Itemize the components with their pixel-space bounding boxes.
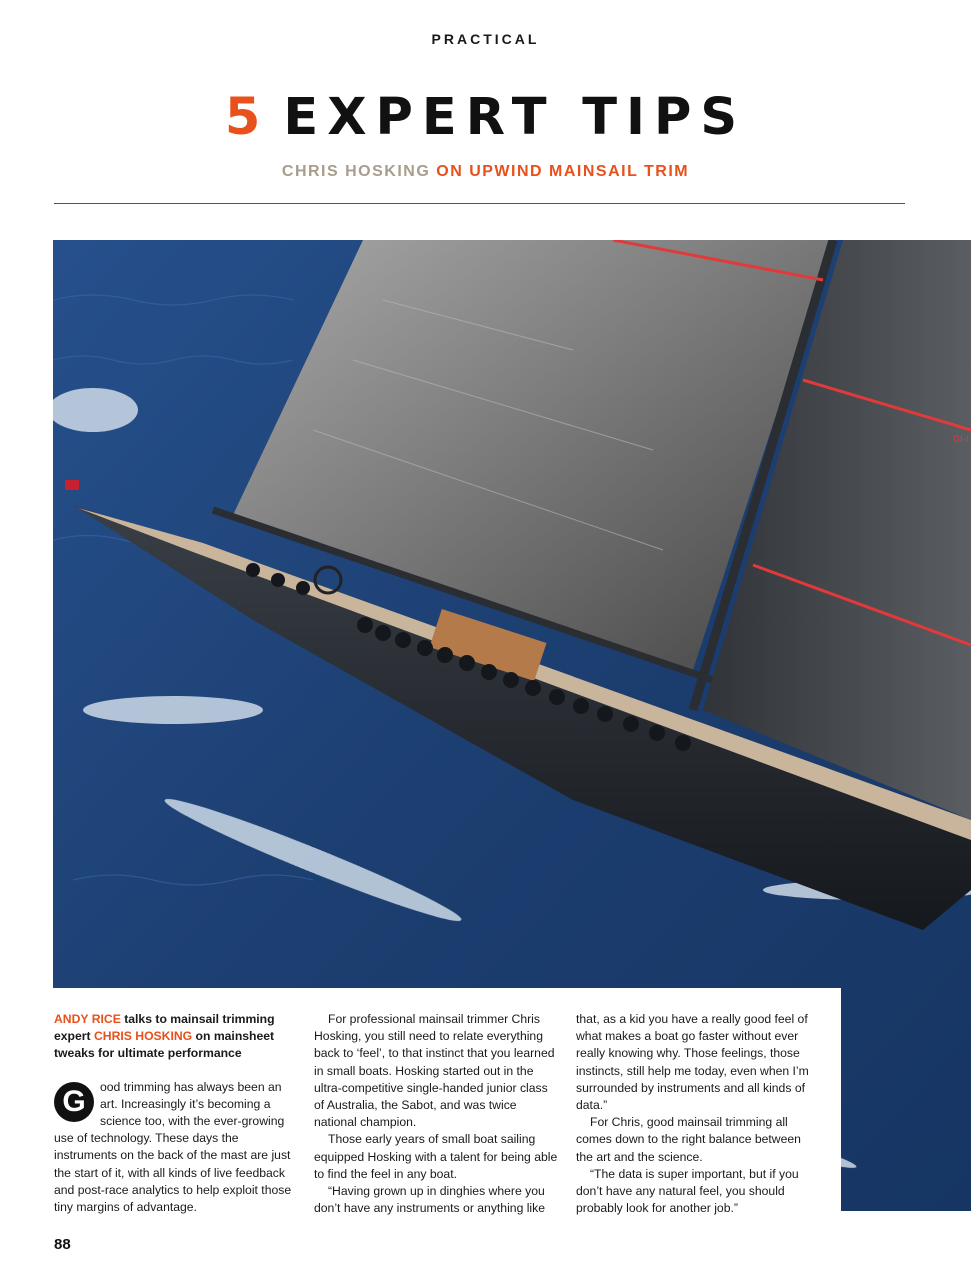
header-divider xyxy=(54,203,905,204)
sail-number: GI-I xyxy=(953,435,969,445)
article-column-2 xyxy=(314,1011,560,1217)
page-number: 88 xyxy=(54,1236,71,1253)
paragraph-text: ood trimming has always been an art. Increasingly it’s becoming a science too, with the ever-growing use of technology. These days the instruments on the back of the mast are just the start of it, with all kinds of live feedback and post-race analytics to help exploit those tiny margins of advantage. xyxy=(54,1079,292,1215)
standfirst xyxy=(54,1011,298,1063)
standfirst-text-1: talks to mainsail trimming expert xyxy=(54,1012,275,1044)
author-name: ANDY RICE xyxy=(54,1012,121,1026)
dropcap: G xyxy=(54,1082,94,1122)
body-paragraph: Those early years of small boat sailing equipped Hosking with a talent for being able to find the feel in any boat. xyxy=(314,1132,558,1181)
subheadline xyxy=(0,163,971,181)
headline-number: 5 xyxy=(224,88,270,147)
section-label: PRACTICAL xyxy=(431,31,540,47)
subject-name: CHRIS HOSKING xyxy=(93,1029,193,1044)
subheadline-name: CHRIS HOSKING xyxy=(281,163,431,180)
body-paragraph: “Having grown up in dinghies where you don’t have any instruments or anything like xyxy=(314,1184,546,1216)
body-paragraph: that, as a kid you have a really good feel of what makes a boat go faster without ever really knowing why. Those feelings, those instincts, still help me today, even when I’m surrounded by instruments and all kinds of data.” xyxy=(576,1012,809,1113)
article-column-1 xyxy=(54,1011,298,1216)
body-paragraph: For Chris, good mainsail trimming all comes down to the right balance between the art and the science. xyxy=(576,1115,801,1164)
headline-text: EXPERT TIPS xyxy=(283,88,747,147)
article-column-3 xyxy=(576,1011,820,1217)
body-paragraph xyxy=(54,1079,298,1217)
headline xyxy=(0,88,971,147)
standfirst-text-2: on mainsheet tweaks for ultimate performance xyxy=(54,1029,275,1061)
body-paragraph: For professional mainsail trimmer Chris Hosking, you still need to relate everything back to ‘feel’, to that instinct that you learned in small boats. Hosking started out in the ultra-competitive single-handed junior class of Australia, the Sabot, and was twice national champion. xyxy=(314,1012,555,1130)
subheadline-topic: ON UPWIND MAINSAIL TRIM xyxy=(436,163,690,180)
body-paragraph: “The data is super important, but if you don’t have any natural feel, you should probably look for another job.” xyxy=(576,1166,799,1216)
